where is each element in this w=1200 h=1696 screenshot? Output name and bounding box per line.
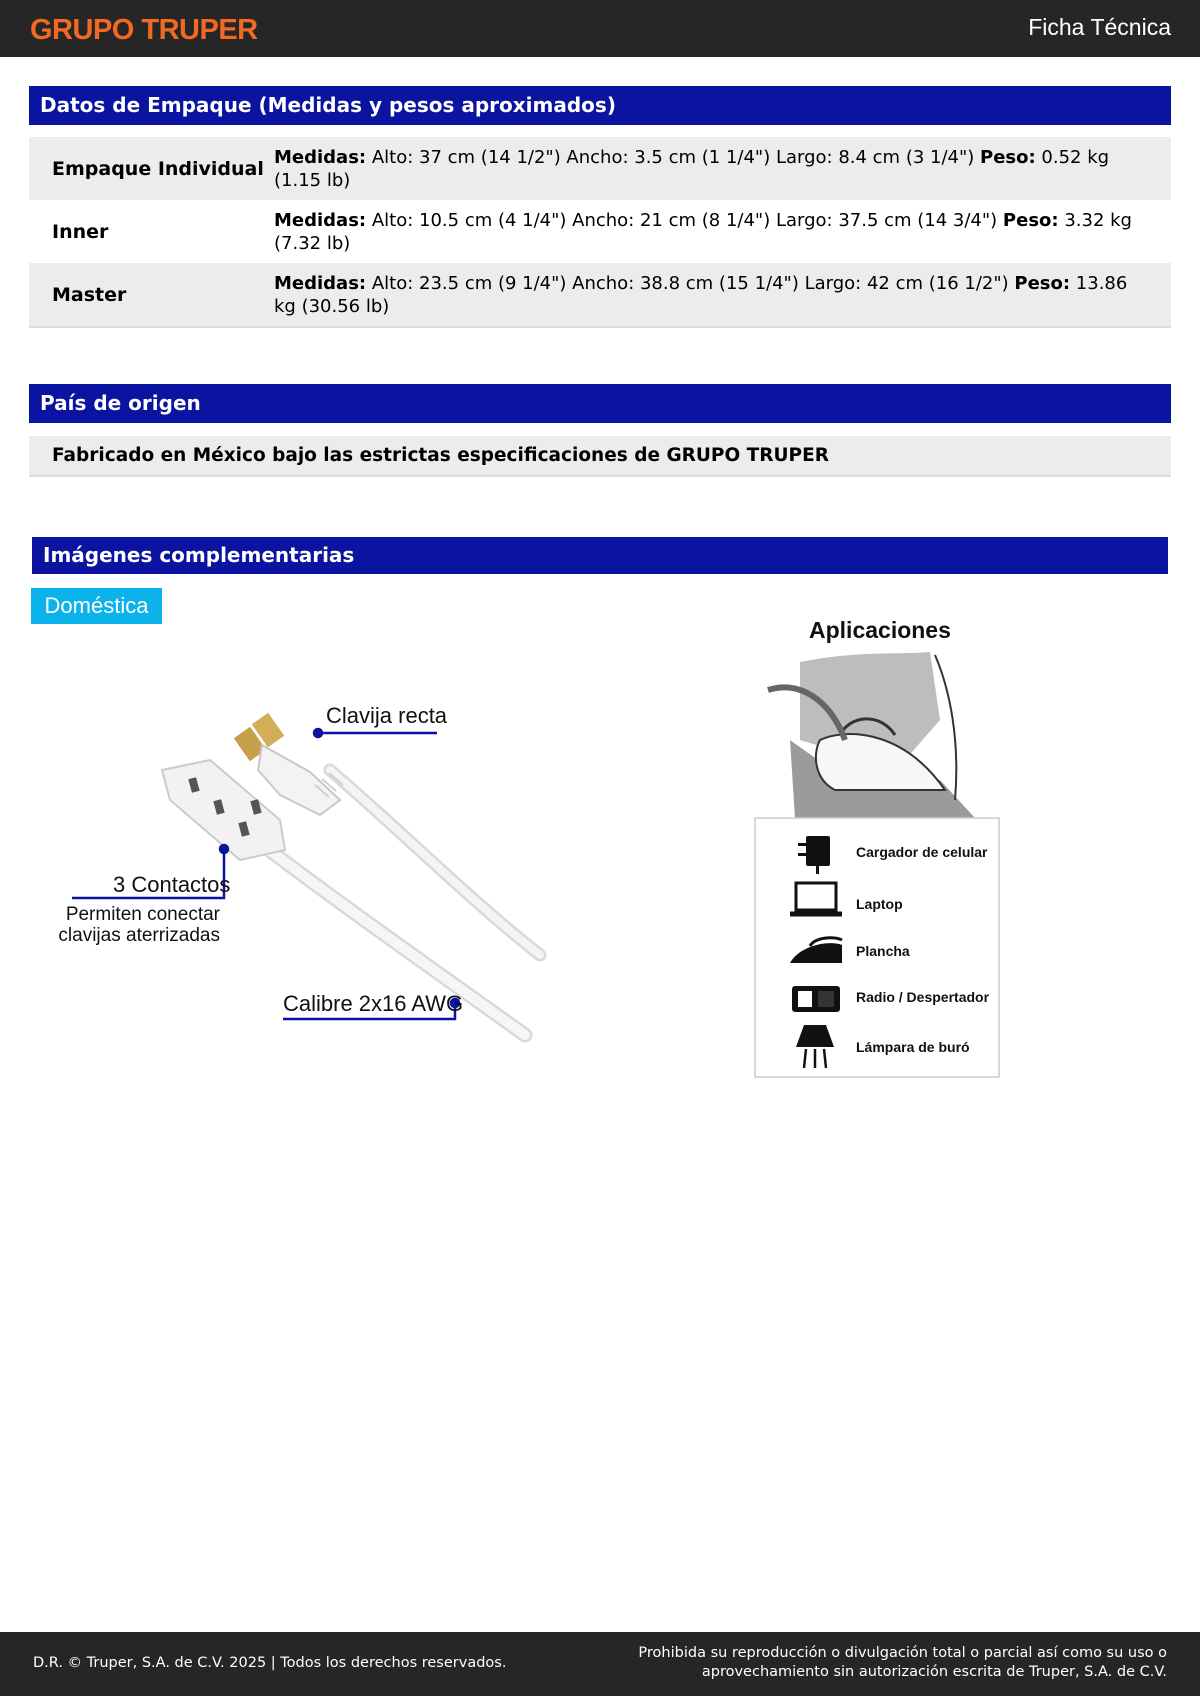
images-section-title: Imágenes complementarias [32, 537, 1168, 574]
applications-title: Aplicaciones [809, 617, 951, 643]
measures-label: Medidas: [274, 209, 367, 231]
app-item-phone-charger: Cargador de celular [856, 844, 988, 860]
measures-value: Alto: 37 cm (14 1/2") Ancho: 3.5 cm (1 1/4") Largo: 8.4 cm (3 1/4") [366, 146, 981, 168]
plug-callout: Clavija recta [326, 703, 448, 728]
packaging-row-label: Inner [52, 220, 109, 243]
document-title: Ficha Técnica [1028, 14, 1171, 40]
ironing-scene-icon [768, 652, 985, 818]
app-item-iron: Plancha [856, 943, 910, 959]
weight-label: Peso: [1014, 272, 1071, 294]
weight-value: 0.52 kg (1.15 lb) [274, 146, 1110, 191]
brand-logo: GRUPO TRUPER [30, 14, 258, 46]
weight-value: 13.86 kg (30.56 lb) [274, 272, 1128, 317]
page-footer [0, 1632, 1200, 1696]
app-item-lamp: Lámpara de buró [856, 1039, 970, 1055]
measures-value: Alto: 23.5 cm (9 1/4") Ancho: 38.8 cm (15 1/4") Largo: 42 cm (16 1/2") [366, 272, 1015, 294]
contacts-callout: 3 Contactos [113, 872, 231, 897]
contacts-description-line: Permiten conectar [65, 904, 220, 925]
contacts-description [58, 904, 220, 946]
gauge-callout: Calibre 2x16 AWG [283, 991, 464, 1016]
measures-value: Alto: 10.5 cm (4 1/4") Ancho: 21 cm (8 1/4") Largo: 37.5 cm (14 3/4") [366, 209, 1003, 231]
contacts-description-line: clavijas aterrizadas [58, 925, 220, 946]
app-item-laptop: Laptop [856, 896, 903, 912]
measures-label: Medidas: [274, 272, 367, 294]
origin-text: Fabricado en México bajo las estrictas especificaciones de GRUPO TRUPER [29, 436, 1171, 477]
measures-label: Medidas: [274, 146, 367, 168]
packaging-section-title: Datos de Empaque (Medidas y pesos aproximados) [29, 86, 1171, 125]
category-badge: Doméstica [31, 588, 162, 624]
packaging-row-label: Empaque Individual [52, 157, 264, 180]
weight-label: Peso: [1002, 209, 1059, 231]
origin-section-title: País de origen [29, 384, 1171, 423]
radio-clock-icon [792, 986, 840, 1012]
app-item-radio: Radio / Despertador [856, 989, 990, 1005]
legal-notice-line: aprovechamiento sin autorización escrita de Truper, S.A. de C.V. [701, 1664, 1167, 1680]
legal-notice-line: Prohibida su reproducción o divulgación total o parcial así como su uso o [638, 1645, 1167, 1661]
weight-label: Peso: [980, 146, 1036, 168]
copyright-text: D.R. © Truper, S.A. de C.V. 2025 | Todos los derechos reservados. [33, 1655, 507, 1671]
legal-notice [638, 1644, 1167, 1682]
packaging-row-label: Master [52, 283, 127, 306]
weight-value: 3.32 kg (7.32 lb) [274, 209, 1132, 254]
